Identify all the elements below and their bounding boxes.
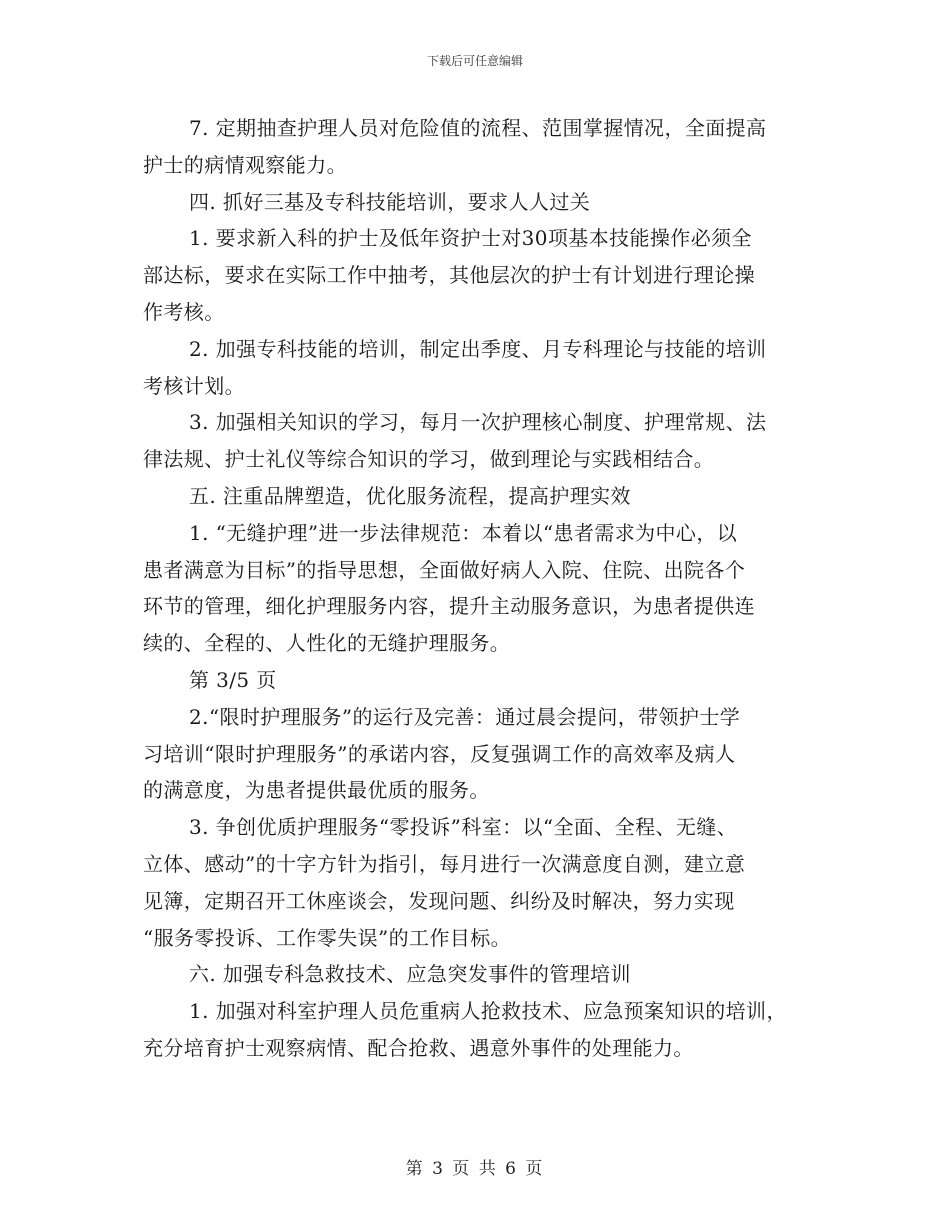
paragraph: [143, 220, 823, 330]
paragraph-line: 考核计划。: [143, 373, 245, 398]
paragraph-line: 充分培育护士观察病情、配合抢救、遇意外事件的处理能力。: [143, 1035, 694, 1060]
paragraph-line: 环节的管理，细化护理服务内容，提升主动服务意识，为患者提供连: [143, 594, 755, 619]
paragraph: [143, 184, 823, 221]
paragraph-line: 作考核。: [143, 299, 225, 324]
paragraph: [143, 699, 823, 809]
paragraph-line: 第 3/5 页: [189, 667, 277, 692]
paragraph: [143, 515, 823, 662]
paragraph-line: 护士的病情观察能力。: [143, 152, 347, 177]
paragraph-line: 四. 抓好三基及专科技能培训，要求人人过关: [189, 189, 591, 214]
paragraph-line: 7. 定期抽查护理人员对危险值的流程、范围掌握情况，全面提高: [189, 116, 767, 140]
paragraph-line: 3. 争创优质护理服务“零投诉”科室：以“全面、全程、无缝、: [189, 815, 738, 840]
paragraph: [143, 110, 823, 184]
paragraph-line: 3. 加强相关知识的学习，每月一次护理核心制度、护理常规、法: [189, 410, 767, 435]
paragraph: [143, 662, 823, 699]
paragraph-line: 1. “无缝护理”进一步法律规范：本着以“患者需求为中心，以: [189, 520, 738, 545]
paragraph: [143, 809, 823, 956]
paragraph: [143, 331, 823, 405]
paragraph-line: 续的、全程的、人性化的无缝护理服务。: [143, 631, 511, 656]
page-header: 下载后可任意编辑: [426, 54, 523, 68]
document-body: [143, 110, 823, 1067]
paragraph: [143, 478, 823, 515]
paragraph-line: 1. 要求新入科的护士及低年资护士对30项基本技能操作必须全: [189, 226, 752, 251]
paragraph: [143, 956, 823, 993]
paragraph-line: 1. 加强对科室护理人员危重病人抢救技术、应急预案知识的培训，: [189, 999, 787, 1024]
paragraph-line: 部达标，要求在实际工作中抽考，其他层次的护士有计划进行理论操: [143, 263, 755, 288]
paragraph-line: 习培训“限时护理服务”的承诺内容，反复强调工作的高效率及病人: [143, 741, 736, 766]
paragraph-line: 立体、感动”的十字方针为指引，每月进行一次满意度自测，建立意: [143, 851, 746, 876]
paragraph-line: 五. 注重品牌塑造，优化服务流程，提高护理实效: [189, 483, 631, 508]
paragraph-line: 2. 加强专科技能的培训，制定出季度、月专科理论与技能的培训: [189, 336, 767, 361]
paragraph: [143, 404, 823, 478]
paragraph-line: 六. 加强专科急救技术、应急突发事件的管理培训: [189, 962, 631, 987]
paragraph-line: 患者满意为目标”的指导思想，全面做好病人入院、住院、出院各个: [143, 557, 746, 582]
page-footer: 第 3 页 共 6 页: [405, 1159, 545, 1179]
paragraph-line: “服务零投诉、工作零失误”的工作目标。: [143, 925, 512, 950]
paragraph-line: 见簿，定期召开工休座谈会，发现问题、纠纷及时解决，努力实现: [143, 888, 735, 913]
paragraph: [143, 993, 823, 1067]
paragraph-line: 的满意度，为患者提供最优质的服务。: [143, 778, 490, 803]
paragraph-line: 律法规、护士礼仪等综合知识的学习，做到理论与实践相结合。: [143, 447, 715, 472]
paragraph-line: 2.“限时护理服务”的运行及完善：通过晨会提问，带领护士学: [189, 704, 741, 729]
